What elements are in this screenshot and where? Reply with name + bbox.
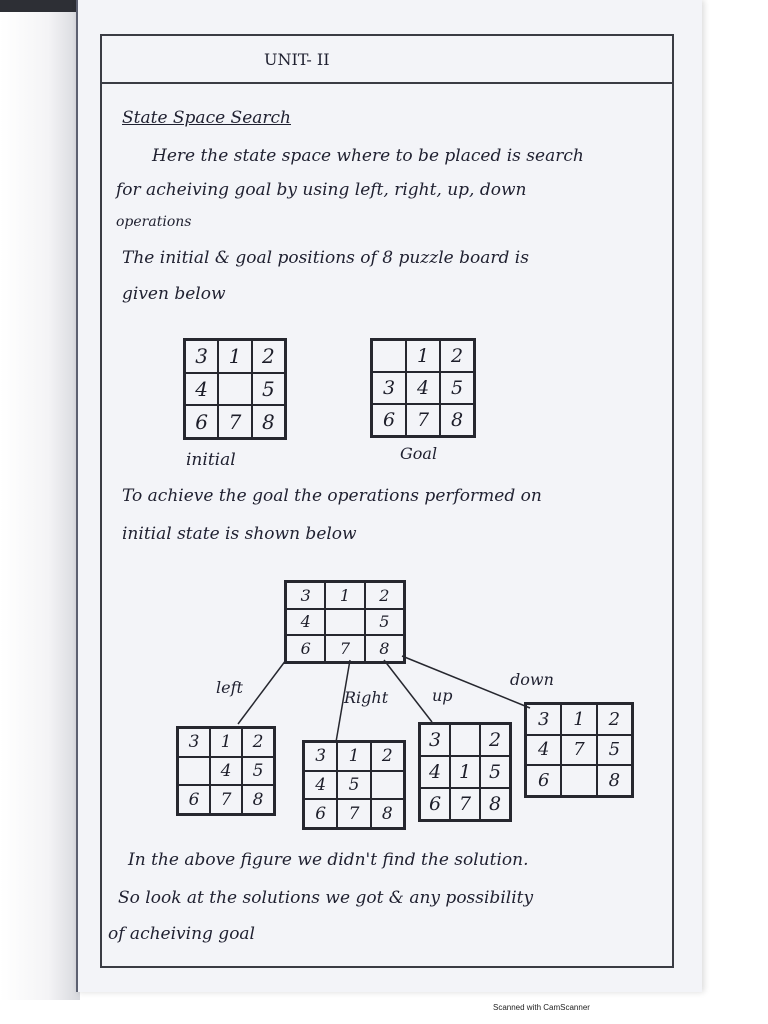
tile: 3	[185, 340, 218, 373]
tile: 8	[242, 785, 274, 814]
tile: 7	[325, 635, 364, 662]
tile: 7	[561, 735, 596, 766]
tile: 7	[406, 404, 440, 436]
blank-tile	[325, 609, 364, 636]
tile: 1	[406, 340, 440, 372]
tile: 2	[365, 582, 404, 609]
tile: 1	[450, 756, 480, 788]
tile: 3	[372, 372, 406, 404]
tile: 2	[371, 742, 404, 771]
tile: 4	[185, 373, 218, 406]
para4-line2: So look at the solutions we got & any possibility	[118, 888, 534, 908]
initial-label: initial	[186, 450, 236, 470]
edge-label-right: Right	[344, 688, 389, 707]
edge-label-up: up	[432, 686, 453, 705]
tile: 6	[286, 635, 325, 662]
tile: 3	[178, 728, 210, 757]
tile: 2	[440, 340, 474, 372]
blank-tile	[450, 724, 480, 756]
tile: 6	[372, 404, 406, 436]
tile: 1	[210, 728, 242, 757]
tile: 6	[304, 799, 337, 828]
tile: 7	[337, 799, 370, 828]
para1-line3: operations	[116, 214, 192, 230]
tile: 6	[526, 765, 561, 796]
tile: 5	[242, 757, 274, 786]
tree-root-board	[284, 580, 406, 664]
tile: 4	[420, 756, 450, 788]
tile: 5	[337, 771, 370, 800]
tile: 2	[242, 728, 274, 757]
unit-title: UNIT- II	[264, 50, 330, 69]
tile: 8	[597, 765, 632, 796]
tile: 5	[365, 609, 404, 636]
tile: 5	[597, 735, 632, 766]
tile: 1	[561, 704, 596, 735]
tile: 4	[304, 771, 337, 800]
para2-line1: The initial & goal positions of 8 puzzle board is	[122, 248, 529, 268]
para2-line2: given below	[122, 284, 226, 304]
scanner-footer: Scanned with CamScanner	[493, 1003, 590, 1012]
tile: 5	[440, 372, 474, 404]
tile: 6	[185, 405, 218, 438]
blank-tile	[561, 765, 596, 796]
tile: 3	[420, 724, 450, 756]
para1-line1: Here the state space where to be placed is search	[152, 146, 584, 166]
child-board-down	[524, 702, 634, 798]
tile: 8	[252, 405, 285, 438]
para3-line2: initial state is shown below	[122, 524, 357, 544]
tile: 6	[178, 785, 210, 814]
blank-tile	[371, 771, 404, 800]
tile: 7	[218, 405, 251, 438]
section-title: State Space Search	[122, 108, 291, 128]
tile: 3	[304, 742, 337, 771]
edge-label-down: down	[510, 670, 554, 689]
tile: 1	[325, 582, 364, 609]
tile: 4	[210, 757, 242, 786]
tile: 2	[597, 704, 632, 735]
edge-label-left: left	[216, 678, 243, 697]
child-board-left	[176, 726, 276, 816]
para4-line3: of acheiving goal	[108, 924, 255, 944]
goal-label: Goal	[400, 444, 438, 463]
tile: 3	[286, 582, 325, 609]
tile: 1	[337, 742, 370, 771]
tile: 4	[406, 372, 440, 404]
tile: 8	[371, 799, 404, 828]
edge-up	[384, 660, 432, 722]
tile: 5	[252, 373, 285, 406]
tile: 6	[420, 788, 450, 820]
tile: 5	[480, 756, 510, 788]
tile: 8	[365, 635, 404, 662]
tile: 8	[480, 788, 510, 820]
tile: 2	[252, 340, 285, 373]
blank-tile	[178, 757, 210, 786]
tile: 7	[210, 785, 242, 814]
child-board-up	[418, 722, 512, 822]
edge-left	[238, 660, 286, 724]
tile: 4	[526, 735, 561, 766]
para3-line1: To achieve the goal the operations performed on	[122, 486, 542, 506]
para1-line2: for acheiving goal by using left, right, up, down	[116, 180, 527, 200]
tile: 8	[440, 404, 474, 436]
tile: 1	[218, 340, 251, 373]
tile: 2	[480, 724, 510, 756]
child-board-right	[302, 740, 406, 830]
tile: 7	[450, 788, 480, 820]
para4-line1: In the above figure we didn't find the solution.	[128, 850, 529, 870]
tile: 4	[286, 609, 325, 636]
tile: 3	[526, 704, 561, 735]
